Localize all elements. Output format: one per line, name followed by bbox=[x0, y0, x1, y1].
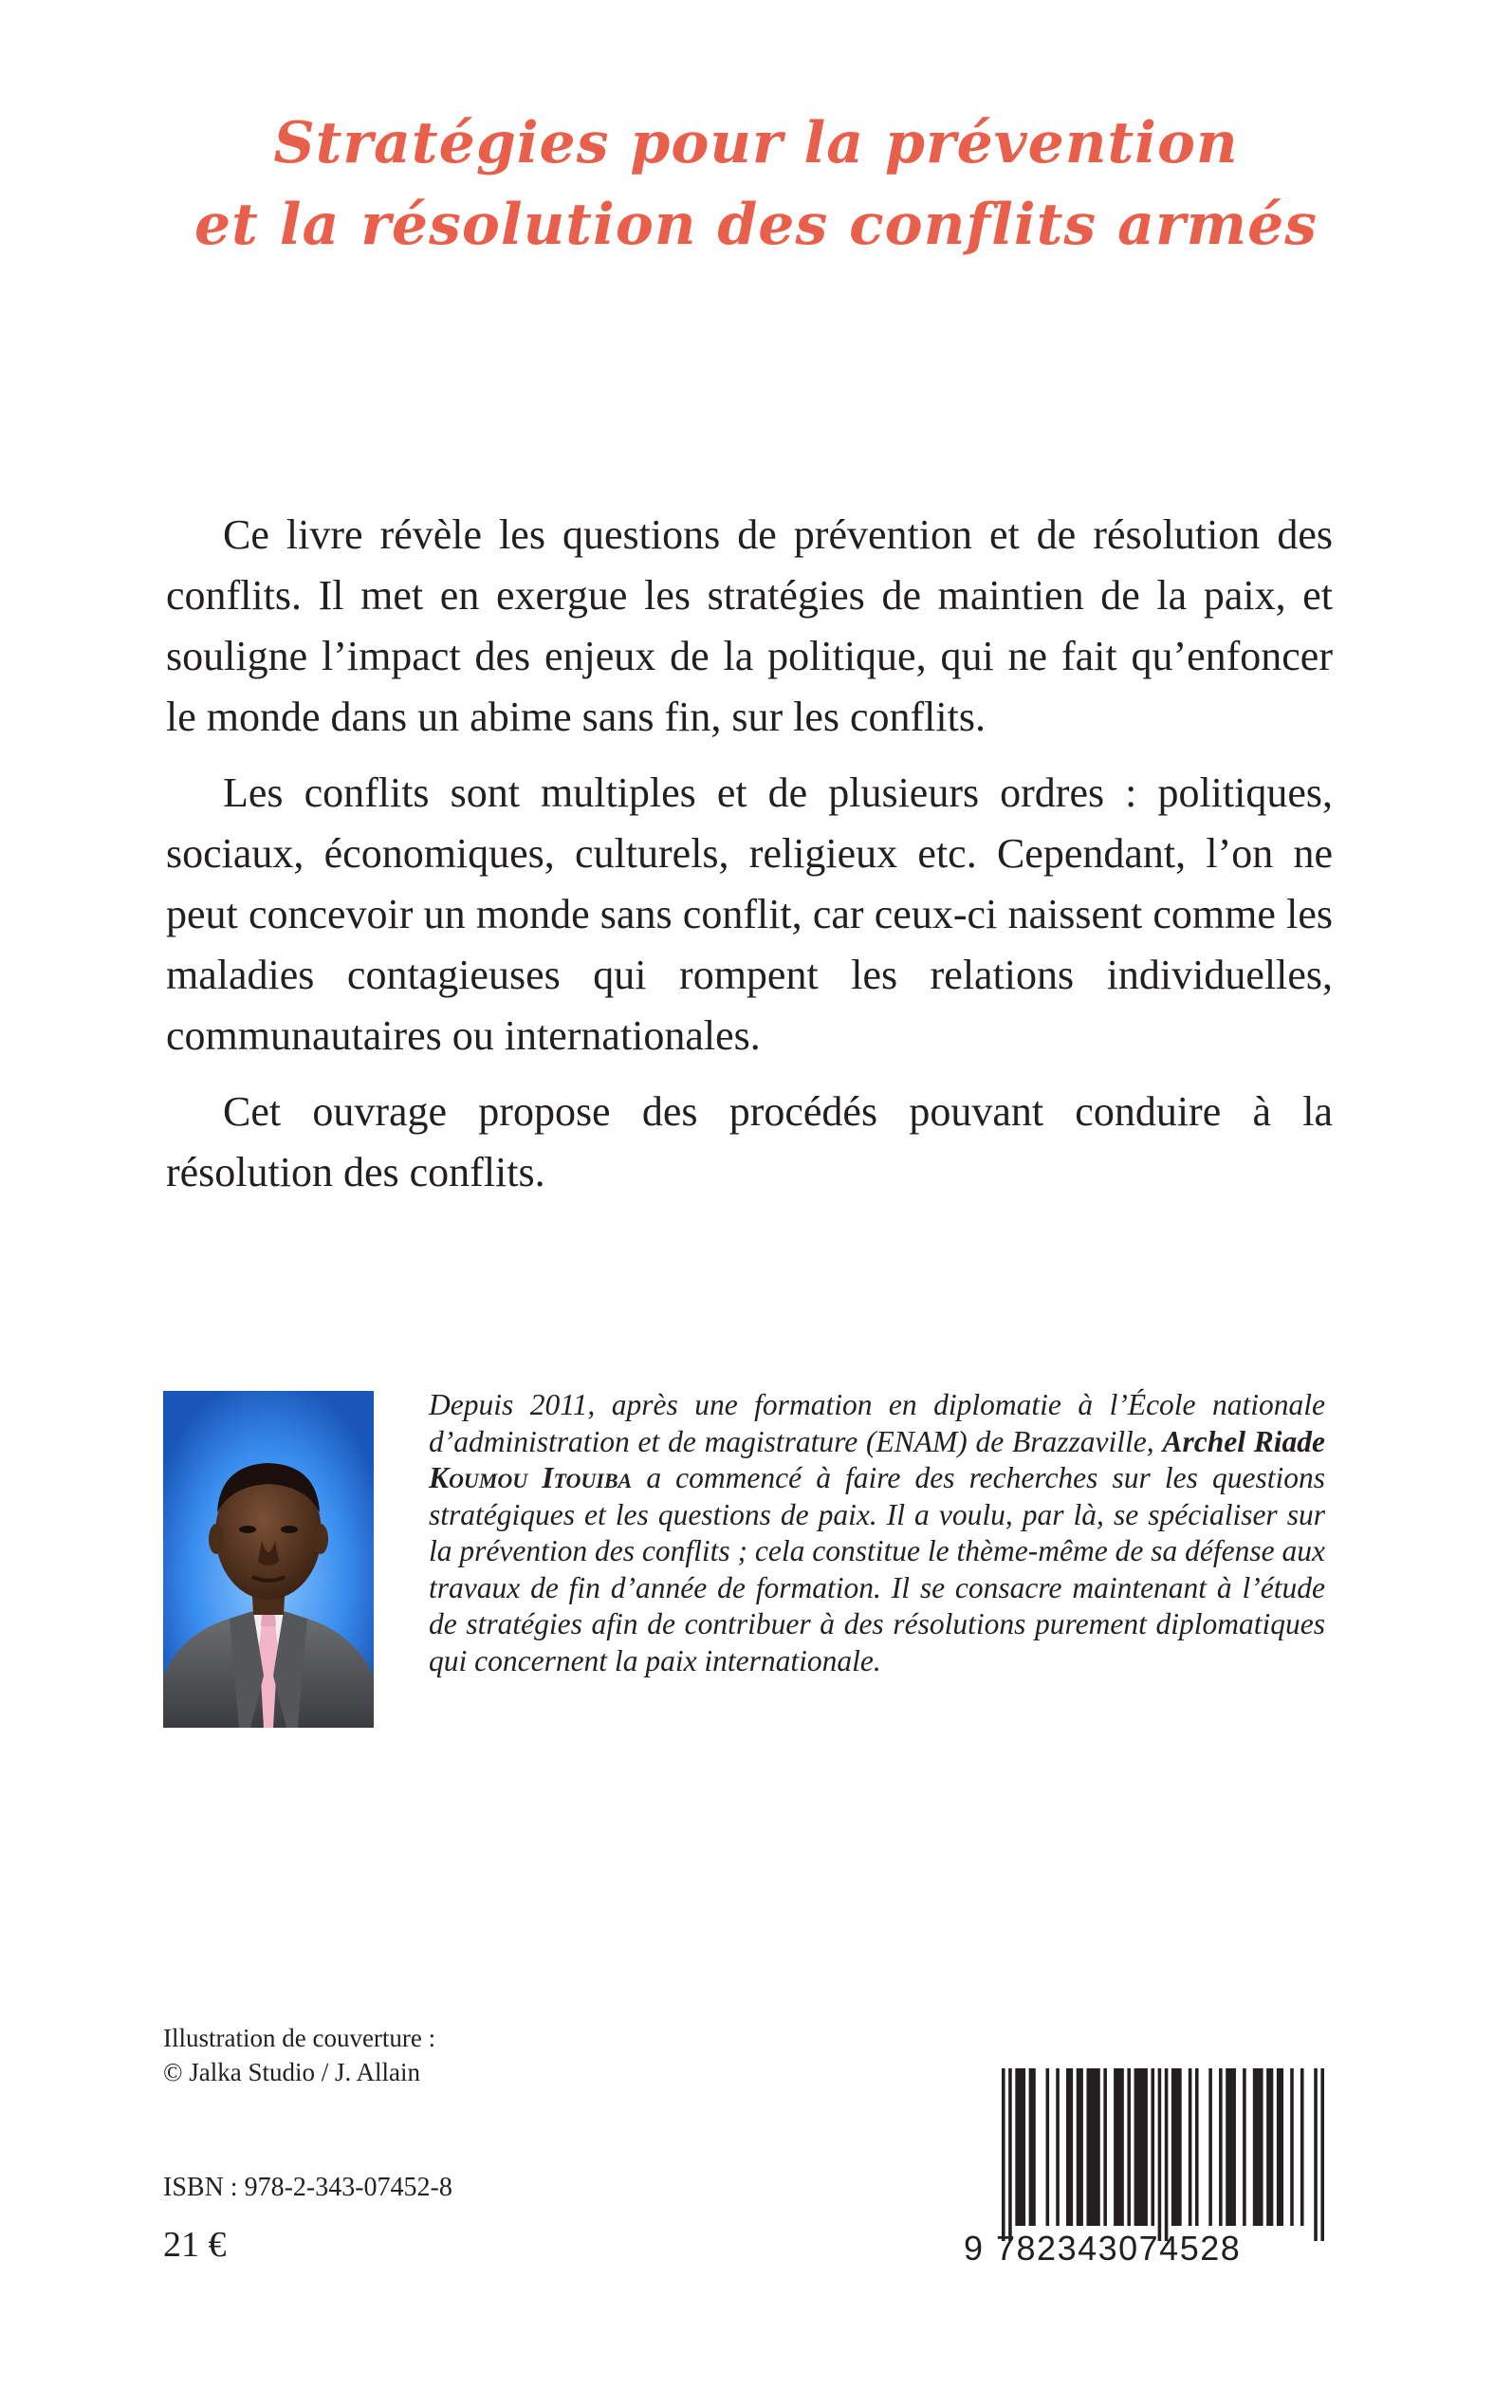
barcode-bar bbox=[1127, 2068, 1131, 2226]
barcode-bar bbox=[1114, 2068, 1124, 2226]
barcode-bar bbox=[1290, 2068, 1294, 2226]
author-bio bbox=[429, 1387, 1325, 1679]
barcode-bar bbox=[1015, 2068, 1025, 2226]
barcode-bar bbox=[1253, 2068, 1263, 2226]
isbn: ISBN : 978-2-343-07452-8 bbox=[163, 2173, 452, 2202]
author-bio-rest: a commencé à faire des recherches sur les questions stratégiques et les questions de paix. Il a voulu, par là, se spécialiser sur la prévention des conflits ; cela constitue le thème-même de sa défense aux travaux de fin d’année de formation. Il se consacre maintenant à l’étude de stratégies afin de contribuer à des résolutions purement diplomatiques qui concernent la paix internationale. bbox=[429, 1461, 1326, 1677]
barcode-bar bbox=[1103, 2068, 1107, 2226]
barcode-bar bbox=[1208, 2068, 1212, 2226]
price: 21 € bbox=[163, 2225, 227, 2265]
author-portrait-illustration bbox=[163, 1391, 374, 1728]
barcode-bar bbox=[1266, 2068, 1273, 2226]
barcode-bar bbox=[1066, 2068, 1073, 2226]
barcode-bar bbox=[1029, 2068, 1036, 2226]
synopsis bbox=[166, 505, 1333, 1218]
book-title bbox=[114, 102, 1398, 266]
barcode-bar bbox=[1008, 2068, 1012, 2241]
credit-label: Illustration de couverture : bbox=[163, 2024, 436, 2052]
barcode-bar bbox=[1158, 2068, 1162, 2241]
author-bio-intro: Depuis 2011, après une formation en diplomatie à l’École nationale d’administration et de magistrature (ENAM) de Brazzaville, bbox=[429, 1388, 1325, 1458]
barcode-bar bbox=[1243, 2068, 1246, 2226]
author-photo bbox=[163, 1391, 374, 1728]
barcode-bar bbox=[1165, 2068, 1169, 2241]
author-first-names: Archel Riade bbox=[1162, 1424, 1325, 1458]
barcode-bar bbox=[1189, 2068, 1192, 2226]
synopsis-paragraph-2: Les conflits sont multiples et de plusieurs ordres : politiques, sociaux, économiques, culturels, religieux etc. Cependant, l’on ne peut concevoir un monde sans conflit, car ceux-ci naissent comme les maladies contagieuses qui rompent les relations individuelles, communautaires ou internationales. bbox=[166, 769, 1333, 1059]
barcode-bar bbox=[1046, 2068, 1050, 2226]
barcode-bar bbox=[1195, 2068, 1199, 2226]
barcode-bar bbox=[1277, 2068, 1283, 2226]
book-title-line-2: et la résolution des conflits armés bbox=[194, 192, 1318, 258]
barcode-bar bbox=[1226, 2068, 1236, 2226]
barcode-bar bbox=[1171, 2068, 1182, 2226]
barcode-bar bbox=[1300, 2068, 1304, 2226]
synopsis-paragraph-1: Ce livre révèle les questions de prévention et de résolution des conflits. Il met en exergue les stratégies de maintien de la paix, et souligne l’impact des enjeux de la politique, qui ne fait qu’enfoncer le monde dans un abime sans fin, sur les conflits. bbox=[166, 511, 1333, 740]
barcode-bar bbox=[1219, 2068, 1223, 2226]
barcode-bar bbox=[1002, 2068, 1005, 2241]
barcode-bar bbox=[1151, 2068, 1154, 2226]
credit-value: © Jalka Studio / J. Allain bbox=[163, 2058, 421, 2086]
barcode-first-digit: 9 bbox=[964, 2229, 986, 2268]
barcode-bar bbox=[1320, 2068, 1324, 2241]
author-surname: Koumou Itouiba bbox=[429, 1461, 633, 1494]
barcode-bar bbox=[1077, 2068, 1083, 2226]
book-title-line-1: Stratégies pour la prévention bbox=[273, 110, 1239, 176]
barcode-bar bbox=[1134, 2068, 1148, 2226]
barcode-bar bbox=[1314, 2068, 1318, 2241]
barcode-remaining-digits: 782343074528 bbox=[996, 2229, 1242, 2268]
barcode-bar bbox=[1086, 2068, 1099, 2226]
cover-illustration-credit bbox=[163, 2021, 656, 2089]
synopsis-paragraph-3: Cet ouvrage propose des procédés pouvant conduire à la résolution des conflits. bbox=[166, 1088, 1333, 1195]
barcode-bar bbox=[1056, 2068, 1060, 2226]
